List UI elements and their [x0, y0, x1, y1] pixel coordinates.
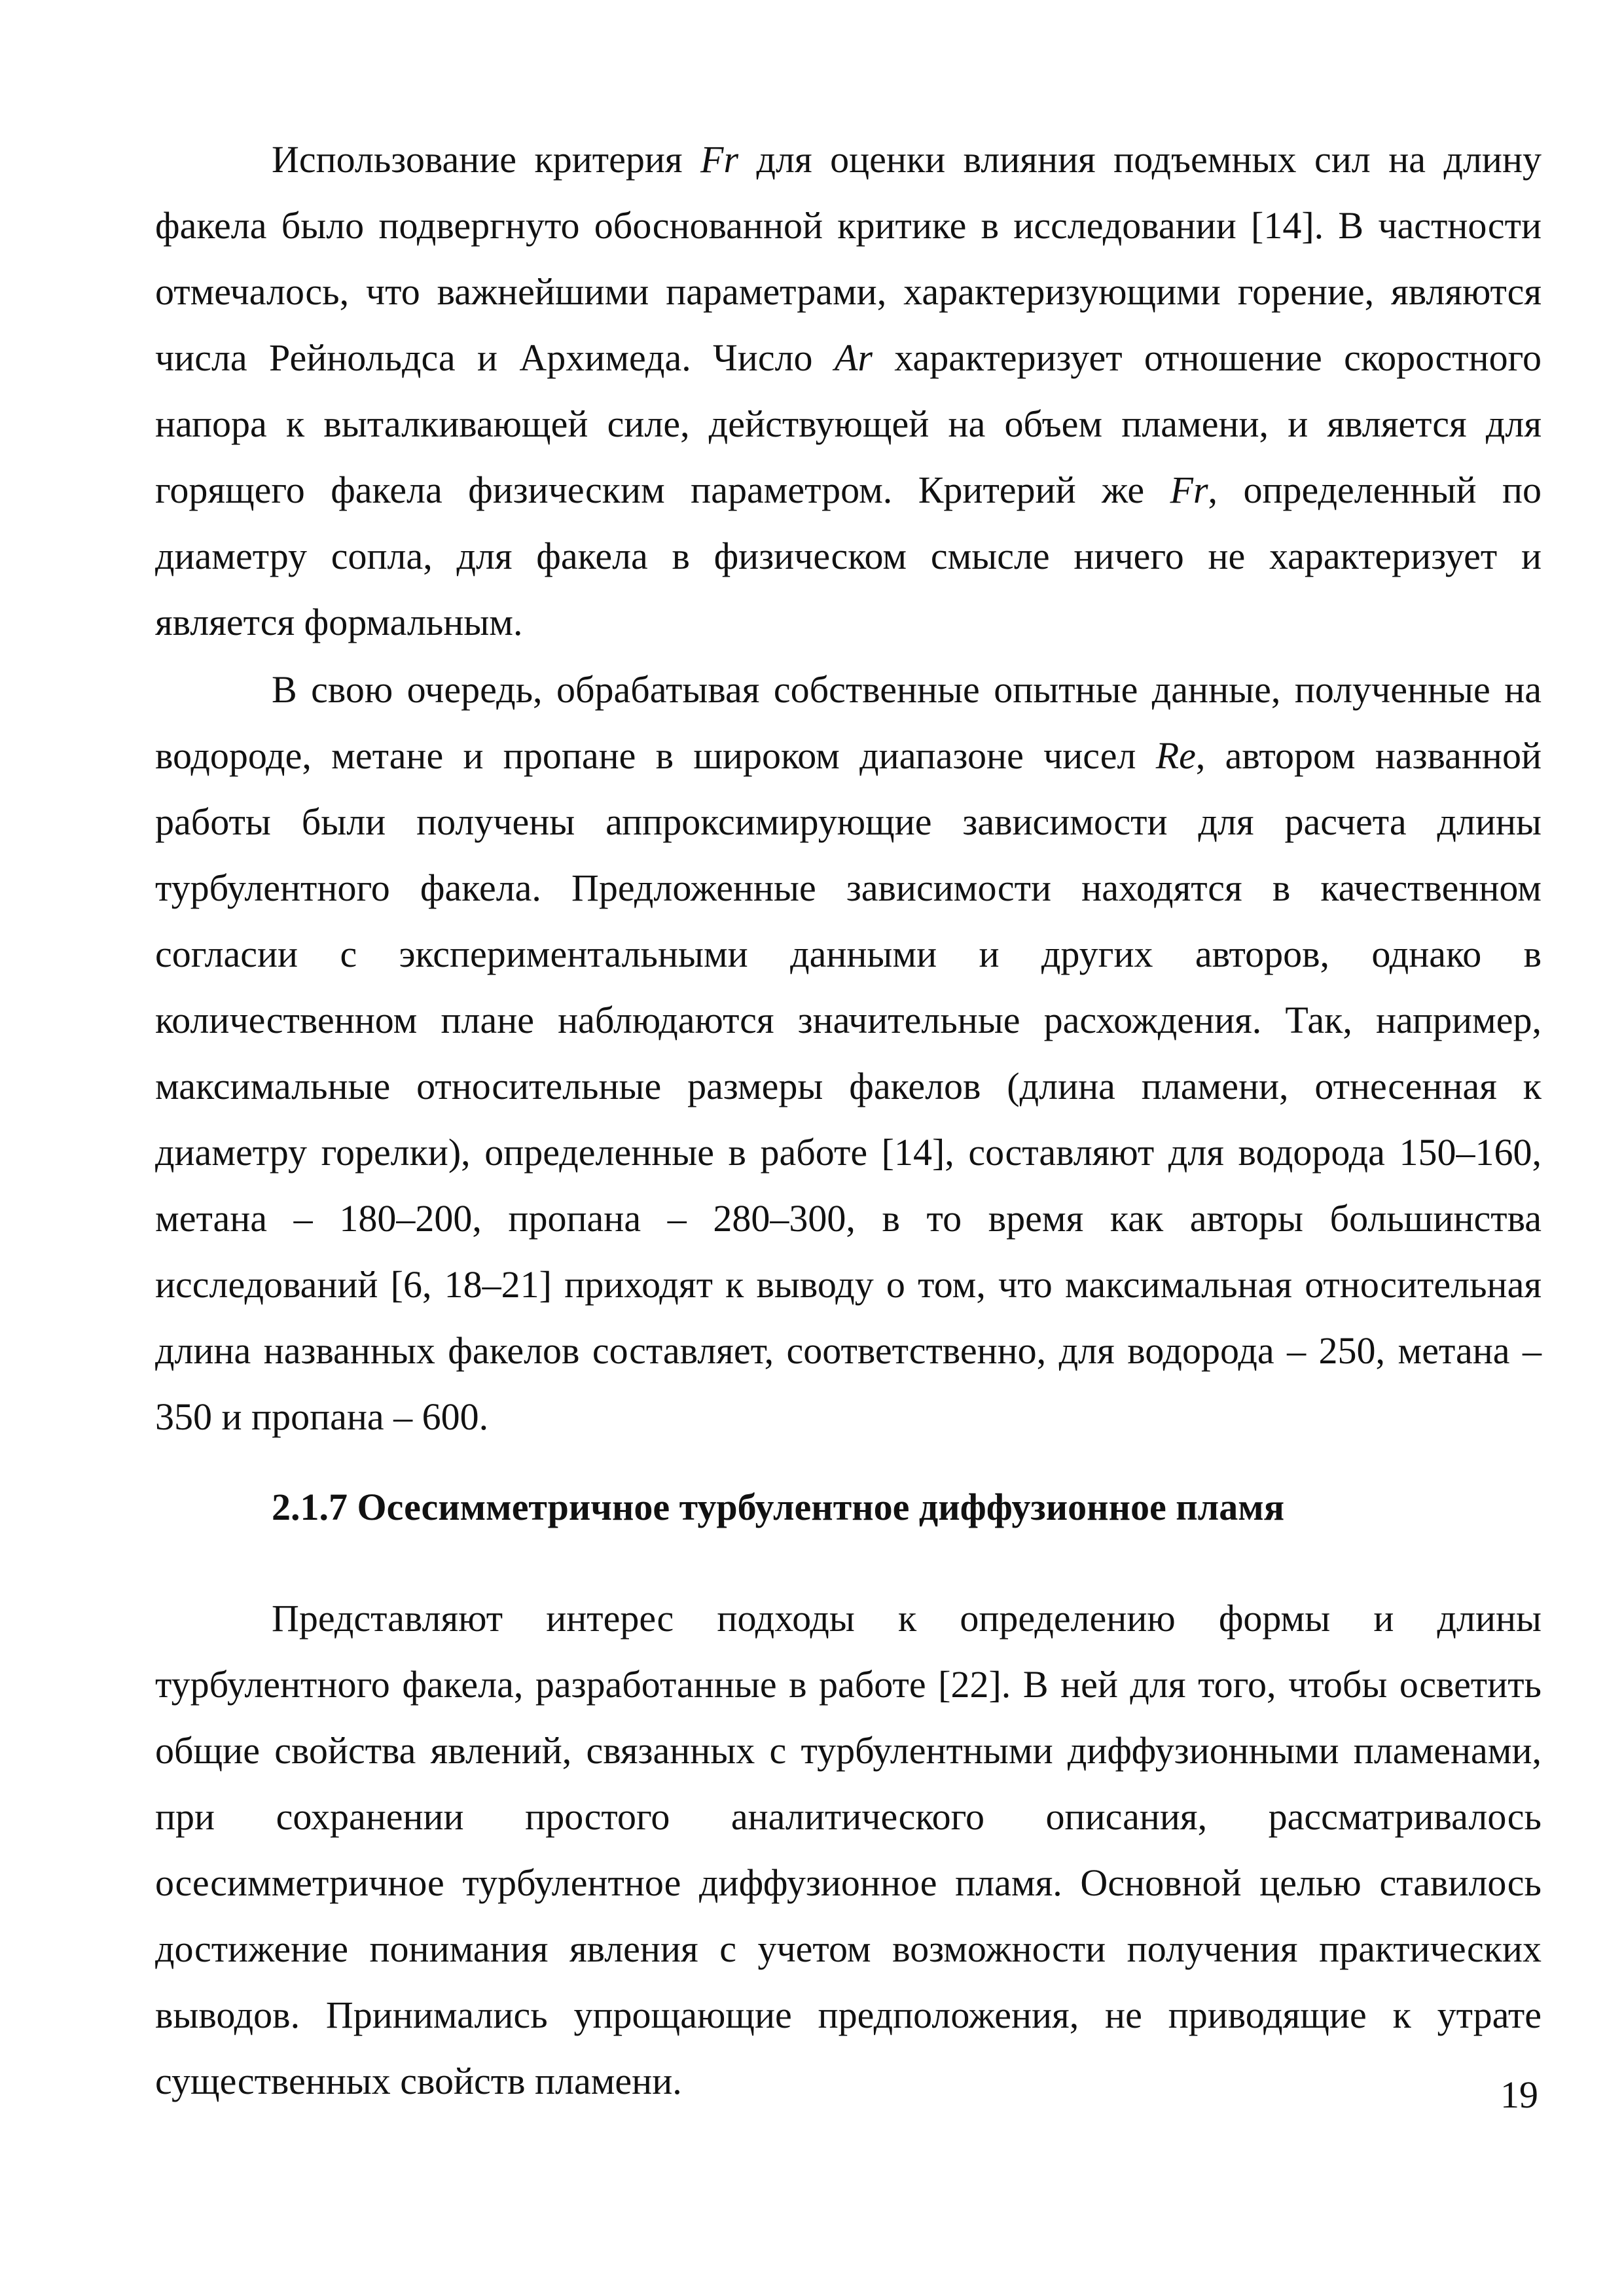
symbol-ar: Ar — [834, 336, 873, 379]
paragraph-fr-criterion — [155, 126, 1542, 655]
paragraph-1-text-3: характеризует отношение скоростного напора к выталкивающей силе, действующей на объем пламени, и является для горящего факела физическим параметром. Критерий же — [155, 336, 1542, 511]
paragraph-axisymmetric-flame: Представляют интерес подходы к определению формы и длины турбулентного факела, разработанные в работе [22]. В ней для того, чтобы осветить общие свойства явлений, связанных с турбулентными диффузионными пламенами, при сохранении простого аналитического описания, рассматривалось осесимметричное турбулентное диффузионное пламя. Основной целью ставилось достижение понимания явления с учетом возможности получения практических выводов. Принимались упрощающие предположения, не приводящие к утрате существенных свойств пламени. — [155, 1597, 1542, 2102]
paragraph-2-text-1: В свою очередь, обрабатывая собственные опытные данные, полученные на водороде, метане и пропане в широком диапазоне чисел — [155, 668, 1542, 777]
symbol-fr-2: Fr — [1170, 469, 1208, 511]
paragraph-own-data — [155, 656, 1542, 1450]
section-heading: 2.1.7 Осесимметричное турбулентное диффузионное пламя — [272, 1486, 1285, 1528]
paragraph-1-text-4: , определенный по диаметру сопла, для факела в физическом смысле ничего не характеризует и является формальным. — [155, 469, 1542, 643]
body-text-block-3 — [155, 1585, 1542, 2114]
body-text-block-1 — [155, 126, 1542, 655]
symbol-re: Re — [1155, 734, 1196, 777]
paragraph-1-text-1: Использование критерия — [272, 138, 701, 181]
symbol-fr: Fr — [700, 138, 739, 181]
paragraph-1-text-2: для оценки влияния подъемных сил на длину факела было подвергнуто обоснованной критике в исследовании [14]. В частности отмечалось, что важнейшими параметрами, характеризующими горение, являются числа Рейнольдса и Архимеда. Число — [155, 138, 1542, 379]
page-number: 19 — [1500, 2073, 1538, 2116]
paragraph-2-text-2: , автором названной работы были получены аппроксимирующие зависимости для расчета длины турбулентного факела. Предложенные зависимости находятся в качественном согласии с экспериментальными данными и других авторов, однако в количественном плане наблюдаются значительные расхождения. Так, например, максимальные относительные размеры факелов (длина пламени, отнесенная к диаметру горелки), определенные в работе [14], составляют для водорода 150–160, метана – 180–200, пропана – 280–300, в то время как авторы большинства исследований [6, 18–21] приходят к выводу о том, что максимальная относительная длина названных факелов составляет, соответственно, для водорода – 250, метана – 350 и пропана – 600. — [155, 734, 1542, 1438]
body-text-block-2 — [155, 656, 1542, 1450]
